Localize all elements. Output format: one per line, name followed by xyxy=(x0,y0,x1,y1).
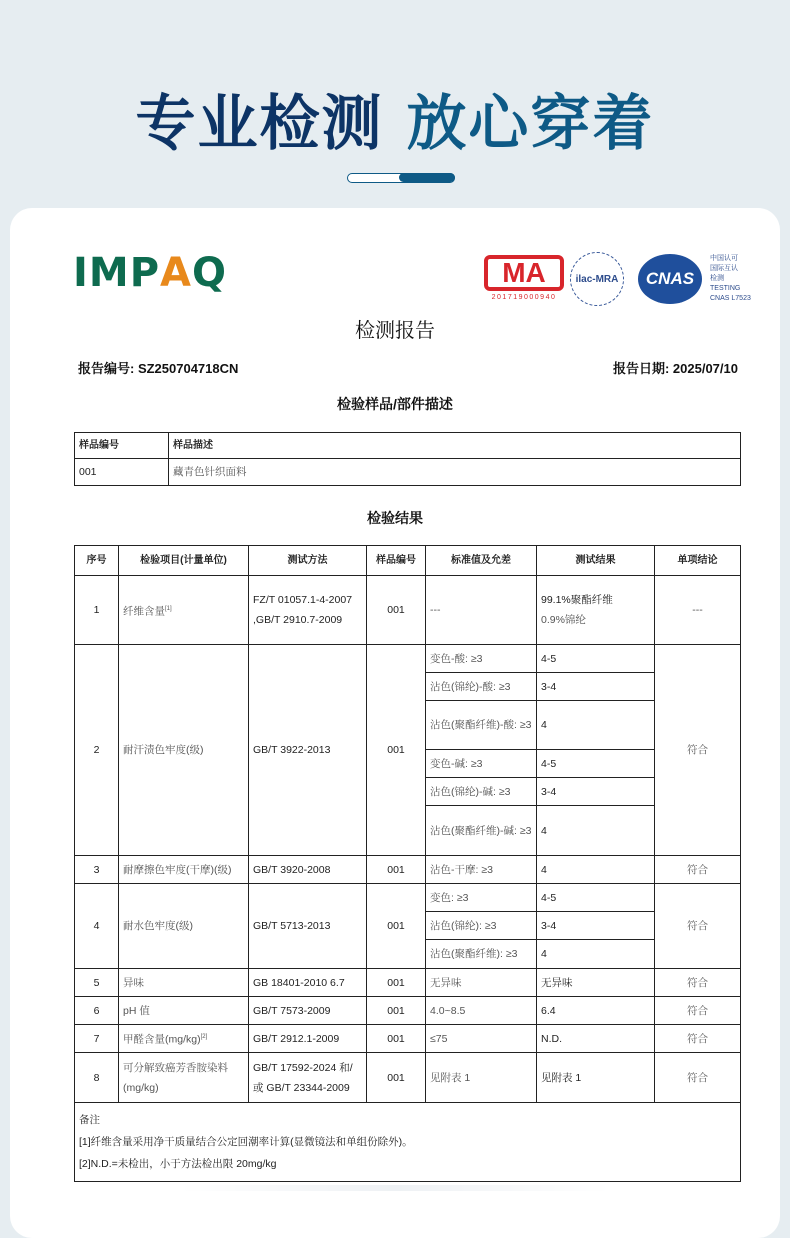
item-name: 耐摩擦色牢度(干摩)(级) xyxy=(119,856,249,884)
report-number: 报告编号: SZ250704718CN xyxy=(78,361,239,376)
table-row: 6 pH 值 GB/T 7573-2009 001 4.0~8.5 6.4 符合 xyxy=(75,997,741,1025)
table-row: 3 耐摩擦色牢度(干摩)(级) GB/T 3920-2008 001 沾色-干摩: ≥3 4 符合 xyxy=(75,856,741,884)
table-row: 沾色(锦纶)-碱: ≥3 3-4 xyxy=(75,778,741,806)
table-row: 沾色(锦纶)-酸: ≥3 3-4 xyxy=(75,673,741,701)
table-row: 沾色(聚酯纤维)-酸: ≥3 4 xyxy=(75,701,741,750)
sample-table: 样品编号 样品描述 001 藏青色针织面料 xyxy=(74,432,741,486)
table-row: 1 纤维含量[1] FZ/T 01057.1-4-2007 ,GB/T 2910.7-2009 001 --- 99.1%聚酯纤维 0.9%锦纶 --- xyxy=(75,576,741,645)
certification-logos xyxy=(484,252,751,306)
table-row: 2 耐汗渍色牢度(级) GB/T 3922-2013 001 变色-酸: ≥3 4-5 符合 xyxy=(75,645,741,673)
report-date: 报告日期: 2025/07/10 xyxy=(612,361,738,376)
sample-section-title: 检验样品/部件描述 xyxy=(337,396,453,412)
decorative-progress-bar xyxy=(347,173,455,183)
table-row: 8 可分解致癌芳香胺染料(mg/kg) GB/T 17592-2024 和/或 GB/T 23344-2009 001 见附表 1 见附表 1 符合 xyxy=(75,1053,741,1103)
item-name: 可分解致癌芳香胺染料(mg/kg) xyxy=(119,1053,249,1103)
impaq-logo: IMPAQ xyxy=(73,250,227,296)
notes: 备注 [1]纤维含量采用净干质量结合公定回潮率计算(显微镜法和单组份除外)。 [2]N.D.=未检出，小于方法检出限 20mg/kg xyxy=(75,1103,741,1182)
results-section-title: 检验结果 xyxy=(367,510,423,526)
report-title: 检测报告 xyxy=(355,320,435,342)
table-row: 5 异味 GB 18401-2010 6.7 001 无异味 无异味 符合 xyxy=(75,969,741,997)
item-name: 耐汗渍色牢度(级) xyxy=(119,645,249,856)
ilac-mra-logo: ilac-MRA xyxy=(570,252,624,306)
table-row: 7 甲醛含量(mg/kg)[2] GB/T 2912.1-2009 001 ≤75 N.D. 符合 xyxy=(75,1025,741,1053)
cma-logo: MA 201719000940 xyxy=(484,255,564,303)
table-row: 沾色(锦纶): ≥3 3-4 xyxy=(75,912,741,940)
item-name: 纤维含量[1] xyxy=(119,576,249,645)
results-table: 序号 检验项目(计量单位) 测试方法 样品编号 标准值及允差 测试结果 单项结论 1 纤维含量[1] FZ/T 01057.1-4-2007 ,GB/T 2910.7-2009 001 --- 99.1%聚酯纤维 0.9%锦纶 --- 2 耐汗渍色牢度(级) GB/T 3922-2013 001 变色-酸: ≥3 4-5 符合 沾色(锦纶)-酸: ≥3 3-4 沾色(聚酯纤维)-酸: ≥3 4 变色-碱: ≥3 4-5 沾色(锦纶)-碱: ≥3 3-4 沾色(聚酯纤维)-碱: ≥3 4 3 耐摩擦色牢度(干摩)(级) GB/T 3920-2008 001 沾色-干摩: ≥3 4 符合 4 耐水色牢度(级) GB/T 5713-2013 001 变色: ≥3 4-5 符合 沾色(锦纶): ≥3 3-4 沾色(聚酯纤维): ≥3 4 5 异味 GB 18401-2010 6.7 001 无异味 无异味 符合 6 pH 值 GB/T 7573-2009 001 4.0~8.5 6.4 符合 7 甲醛含量(mg/kg)[2] GB/T 2912.1-2009 001 ≤75 N.D. 符合 8 可分解致癌芳香胺染料(mg/kg) GB/T 17592-2024 和/或 GB/T 23344-2009 001 见附表 1 见附表 1 符合 备注 [1]纤维含量采用净干质量结合公定回潮率计算(显微镜法和单组份除外)。 [2]N.D.=未检出，小于方法检出限 20mg/kg xyxy=(74,545,741,1182)
table-row: 沾色(聚酯纤维)-碱: ≥3 4 xyxy=(75,806,741,856)
item-name: 甲醛含量(mg/kg)[2] xyxy=(119,1025,249,1053)
item-name: 异味 xyxy=(119,969,249,997)
item-name: 耐水色牢度(级) xyxy=(119,884,249,969)
item-name: pH 值 xyxy=(119,997,249,1025)
cnas-logo: CNAS xyxy=(638,254,702,304)
table-row: 沾色(聚酯纤维): ≥3 4 xyxy=(75,940,741,969)
page-headline: 专业检测 放心穿着 xyxy=(135,89,655,159)
cnas-text: 中国认可 国际互认 检测 TESTING CNAS L7523 xyxy=(710,255,751,302)
table-row: 变色-碱: ≥3 4-5 xyxy=(75,750,741,778)
table-row: 4 耐水色牢度(级) GB/T 5713-2013 001 变色: ≥3 4-5 符合 xyxy=(75,884,741,912)
